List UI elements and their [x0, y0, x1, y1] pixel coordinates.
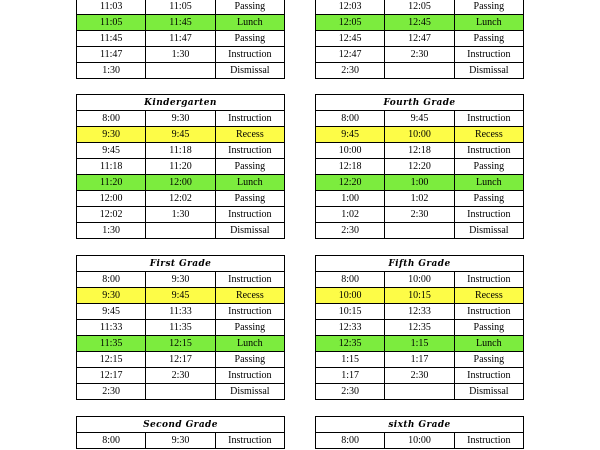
start-time: 10:15	[316, 304, 385, 320]
start-time: 9:45	[77, 304, 146, 320]
schedule-row	[316, 31, 524, 47]
end-time: 1:15	[385, 336, 454, 352]
table-title-row	[77, 95, 285, 111]
end-time: 12:35	[385, 320, 454, 336]
grade-title: Kindergarten	[77, 95, 285, 111]
schedule-row	[77, 288, 285, 304]
schedule-row	[316, 223, 524, 239]
activity: Dismissal	[215, 63, 284, 79]
start-time: 12:00	[77, 191, 146, 207]
start-time: 12:20	[316, 175, 385, 191]
schedule-row	[77, 433, 285, 449]
start-time: 9:45	[316, 127, 385, 143]
activity: Instruction	[215, 207, 284, 223]
grade-title: Fifth Grade	[316, 256, 524, 272]
start-time: 12:18	[316, 159, 385, 175]
end-time: 11:35	[146, 320, 215, 336]
activity: Instruction	[454, 272, 523, 288]
schedule-row	[316, 15, 524, 31]
schedule-row	[77, 143, 285, 159]
start-time: 11:33	[77, 320, 146, 336]
schedule-row	[77, 175, 285, 191]
schedule-row	[77, 15, 285, 31]
end-time: 12:33	[385, 304, 454, 320]
schedule-row	[316, 0, 524, 15]
activity: Recess	[454, 127, 523, 143]
end-time: 9:30	[146, 111, 215, 127]
start-time: 11:35	[77, 336, 146, 352]
end-time: 1:30	[146, 47, 215, 63]
schedule-row	[316, 288, 524, 304]
end-time: 12:45	[385, 15, 454, 31]
activity: Recess	[215, 127, 284, 143]
end-time: 1:02	[385, 191, 454, 207]
end-time: 1:17	[385, 352, 454, 368]
start-time: 8:00	[316, 433, 385, 449]
start-time: 12:03	[316, 0, 385, 15]
schedule-row	[316, 433, 524, 449]
schedule-row	[77, 191, 285, 207]
activity: Instruction	[454, 143, 523, 159]
end-time: 9:45	[146, 127, 215, 143]
activity: Dismissal	[215, 223, 284, 239]
schedule-row	[77, 47, 285, 63]
schedule-row	[77, 304, 285, 320]
activity: Lunch	[454, 336, 523, 352]
start-time: 8:00	[77, 111, 146, 127]
activity: Recess	[215, 288, 284, 304]
schedule-row	[316, 352, 524, 368]
end-time: 11:45	[146, 15, 215, 31]
end-time: 2:30	[146, 368, 215, 384]
start-time: 12:47	[316, 47, 385, 63]
activity: Dismissal	[454, 63, 523, 79]
end-time: 10:00	[385, 272, 454, 288]
start-time: 11:18	[77, 159, 146, 175]
activity: Dismissal	[454, 223, 523, 239]
schedule-row	[316, 384, 524, 400]
end-time: 12:20	[385, 159, 454, 175]
activity: Instruction	[454, 368, 523, 384]
end-time: 11:05	[146, 0, 215, 15]
end-time: 12:05	[385, 0, 454, 15]
start-time: 1:15	[316, 352, 385, 368]
end-time: 10:00	[385, 127, 454, 143]
activity: Instruction	[454, 433, 523, 449]
end-time: 12:00	[146, 175, 215, 191]
start-time: 10:00	[316, 143, 385, 159]
activity: Instruction	[215, 433, 284, 449]
start-time: 9:30	[77, 127, 146, 143]
start-time: 12:15	[77, 352, 146, 368]
activity: Lunch	[215, 175, 284, 191]
activity: Instruction	[215, 272, 284, 288]
schedule-table-first-grade	[76, 255, 285, 400]
activity: Instruction	[454, 304, 523, 320]
grade-title: sixth Grade	[316, 417, 524, 433]
end-time: 12:47	[385, 31, 454, 47]
activity: Lunch	[215, 15, 284, 31]
grade-title: Second Grade	[77, 417, 285, 433]
table-title-row	[316, 417, 524, 433]
start-time: 11:45	[77, 31, 146, 47]
schedule-table-fifth-grade	[315, 255, 524, 400]
start-time: 1:17	[316, 368, 385, 384]
schedule-row	[77, 207, 285, 223]
activity: Dismissal	[454, 384, 523, 400]
end-time	[385, 223, 454, 239]
start-time: 12:02	[77, 207, 146, 223]
grade-title: Fourth Grade	[316, 95, 524, 111]
schedule-row	[77, 223, 285, 239]
start-time: 1:30	[77, 63, 146, 79]
start-time: 11:03	[77, 0, 146, 15]
schedule-row	[316, 175, 524, 191]
activity: Recess	[454, 288, 523, 304]
start-time: 12:05	[316, 15, 385, 31]
schedule-row	[77, 336, 285, 352]
start-time: 2:30	[316, 223, 385, 239]
activity: Instruction	[215, 143, 284, 159]
schedule-row	[316, 320, 524, 336]
activity: Passing	[454, 159, 523, 175]
activity: Passing	[454, 31, 523, 47]
start-time: 9:45	[77, 143, 146, 159]
schedule-table-fourth-grade	[315, 94, 524, 239]
end-time: 2:30	[385, 47, 454, 63]
schedule-row	[77, 63, 285, 79]
schedule-row	[316, 191, 524, 207]
start-time: 11:05	[77, 15, 146, 31]
end-time: 11:47	[146, 31, 215, 47]
schedule-row	[77, 0, 285, 15]
end-time: 1:30	[146, 207, 215, 223]
start-time: 12:45	[316, 31, 385, 47]
schedule-row	[77, 384, 285, 400]
schedule-row	[77, 127, 285, 143]
activity: Instruction	[215, 111, 284, 127]
activity: Lunch	[215, 336, 284, 352]
end-time: 2:30	[385, 207, 454, 223]
schedule-row	[316, 159, 524, 175]
table-title-row	[77, 417, 285, 433]
end-time	[385, 384, 454, 400]
table-title-row	[316, 256, 524, 272]
activity: Passing	[454, 0, 523, 15]
activity: Passing	[215, 0, 284, 15]
end-time: 2:30	[385, 368, 454, 384]
activity: Instruction	[454, 111, 523, 127]
start-time: 2:30	[316, 384, 385, 400]
activity: Passing	[454, 352, 523, 368]
end-time: 11:18	[146, 143, 215, 159]
schedule-row	[77, 320, 285, 336]
start-time: 1:30	[77, 223, 146, 239]
end-time: 9:45	[385, 111, 454, 127]
end-time	[385, 63, 454, 79]
end-time: 1:00	[385, 175, 454, 191]
activity: Lunch	[454, 15, 523, 31]
end-time: 9:45	[146, 288, 215, 304]
schedule-row	[77, 111, 285, 127]
schedule-row	[316, 63, 524, 79]
end-time	[146, 63, 215, 79]
end-time: 10:15	[385, 288, 454, 304]
table-title-row	[316, 95, 524, 111]
end-time: 9:30	[146, 272, 215, 288]
start-time: 9:30	[77, 288, 146, 304]
activity: Passing	[454, 191, 523, 207]
start-time: 8:00	[77, 272, 146, 288]
end-time: 11:33	[146, 304, 215, 320]
activity: Instruction	[454, 207, 523, 223]
end-time: 9:30	[146, 433, 215, 449]
start-time: 10:00	[316, 288, 385, 304]
end-time: 11:20	[146, 159, 215, 175]
activity: Passing	[215, 159, 284, 175]
end-time: 12:17	[146, 352, 215, 368]
activity: Dismissal	[215, 384, 284, 400]
schedule-row	[316, 304, 524, 320]
end-time	[146, 384, 215, 400]
schedule-row	[77, 352, 285, 368]
end-time: 12:18	[385, 143, 454, 159]
activity: Instruction	[454, 47, 523, 63]
schedule-row	[316, 336, 524, 352]
activity: Instruction	[215, 368, 284, 384]
schedule-row	[316, 368, 524, 384]
start-time: 12:33	[316, 320, 385, 336]
grade-title: First Grade	[77, 256, 285, 272]
start-time: 1:00	[316, 191, 385, 207]
schedule-table-partial-left	[76, 0, 285, 79]
activity: Passing	[215, 352, 284, 368]
start-time: 8:00	[316, 111, 385, 127]
start-time: 8:00	[77, 433, 146, 449]
schedule-row	[77, 368, 285, 384]
start-time: 12:17	[77, 368, 146, 384]
activity: Instruction	[215, 304, 284, 320]
schedule-row	[77, 159, 285, 175]
schedule-row	[316, 272, 524, 288]
start-time: 11:20	[77, 175, 146, 191]
schedule-row	[316, 143, 524, 159]
activity: Lunch	[454, 175, 523, 191]
schedule-table-partial-right	[315, 0, 524, 79]
activity: Passing	[215, 191, 284, 207]
schedule-row	[77, 272, 285, 288]
schedule-row	[316, 207, 524, 223]
start-time: 2:30	[77, 384, 146, 400]
end-time: 12:15	[146, 336, 215, 352]
schedule-row	[316, 47, 524, 63]
schedule-table-sixth-grade	[315, 416, 524, 449]
activity: Passing	[215, 320, 284, 336]
schedule-row	[77, 31, 285, 47]
schedule-table-second-grade	[76, 416, 285, 449]
start-time: 2:30	[316, 63, 385, 79]
end-time	[146, 223, 215, 239]
start-time: 11:47	[77, 47, 146, 63]
table-title-row	[77, 256, 285, 272]
start-time: 8:00	[316, 272, 385, 288]
end-time: 12:02	[146, 191, 215, 207]
end-time: 10:00	[385, 433, 454, 449]
start-time: 1:02	[316, 207, 385, 223]
schedule-row	[316, 111, 524, 127]
schedule-table-kindergarten	[76, 94, 285, 239]
activity: Instruction	[215, 47, 284, 63]
schedule-row	[316, 127, 524, 143]
activity: Passing	[215, 31, 284, 47]
activity: Passing	[454, 320, 523, 336]
start-time: 12:35	[316, 336, 385, 352]
